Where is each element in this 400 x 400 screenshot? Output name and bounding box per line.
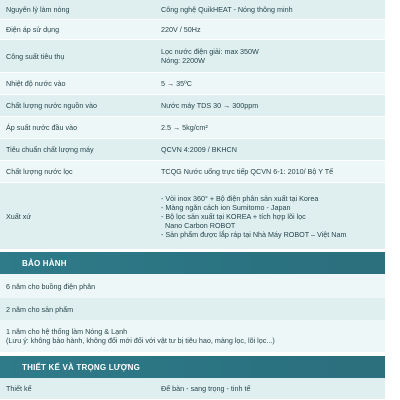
spec-label: Tiêu chuẩn chất lượng máy [6, 145, 94, 154]
design-value: Để bàn - sang trọng - tinh tế [161, 384, 251, 393]
design-label: Thiết kế [6, 384, 32, 393]
design-row [0, 378, 385, 400]
spec-value: Nước máy TDS 30 → 300ppm [161, 101, 259, 110]
warranty-item [0, 274, 385, 298]
spec-label: Xuất xứ [6, 211, 32, 221]
spec-value: Lọc nước điện giải: max 350W Nóng: 2200W [161, 47, 259, 65]
spec-value: Công nghệ QuikHEAT - Nóng thông minh [161, 5, 293, 14]
spec-label: Nhiệt độ nước vào [6, 79, 66, 88]
spec-row-origin [0, 183, 385, 250]
spec-row-pressure [0, 117, 385, 139]
spec-label: Điện áp sử dụng [6, 25, 60, 34]
warranty-note: (Lưu ý: không bảo hành, không đổi mới đối với vật tư bị tiêu hao, màng lọc, lõi lọc...) [6, 336, 275, 345]
warranty-item [0, 320, 385, 352]
spec-value: 2.5 → 5kg/cm² [161, 123, 208, 132]
design-title: THIẾT KẾ VÀ TRỌNG LƯỢNG [22, 362, 141, 372]
spec-row-source-water [0, 95, 385, 117]
spec-row-voltage [0, 20, 385, 40]
spec-value: TCQG Nước uống trực tiếp QCVN 6-1: 2010/ Bộ Y Tế [161, 167, 334, 176]
spec-row-heating [0, 0, 385, 20]
warranty-text: 6 năm cho buồng điện phân [6, 281, 96, 291]
warranty-section-header [0, 252, 385, 274]
spec-label: Áp suất nước đầu vào [6, 123, 78, 132]
spec-value: QCVN 4:2009 / BKHCN [161, 145, 237, 154]
warranty-title: BẢO HÀNH [22, 258, 67, 268]
spec-label: Chất lượng nước nguồn vào [6, 101, 97, 110]
spec-row-inlet-temp [0, 73, 385, 95]
warranty-text: 2 năm cho sản phẩm [6, 304, 74, 314]
spec-row-output-water [0, 161, 385, 183]
spec-label: Công suất tiêu thụ [6, 51, 65, 61]
design-section-header [0, 356, 385, 378]
warranty-text: 1 năm cho hệ thống làm Nóng & Lạnh [6, 327, 128, 336]
warranty-item [0, 298, 385, 320]
spec-label: Nguyên lý làm nóng [6, 5, 70, 14]
spec-row-power [0, 40, 385, 73]
spec-row-standard [0, 139, 385, 161]
spec-value: 5 → 35ºC [161, 79, 192, 88]
spec-value: - Vòi inox 360° + Bộ điện phân sản xuất tại Korea - Màng ngăn cách ion Sumitomo - Japan - Bộ lọc sản xuất tại KOREA + tích hợp lõi lọc Nano Carbon ROBOT - Sản phẩm được lắp ráp tại Nhà Máy ROBOT – Việt Nam [161, 193, 347, 239]
spec-label: Chất lượng nước lọc [6, 167, 73, 176]
spec-value: 220V / 50Hz [161, 25, 201, 34]
page-margin [385, 0, 400, 400]
